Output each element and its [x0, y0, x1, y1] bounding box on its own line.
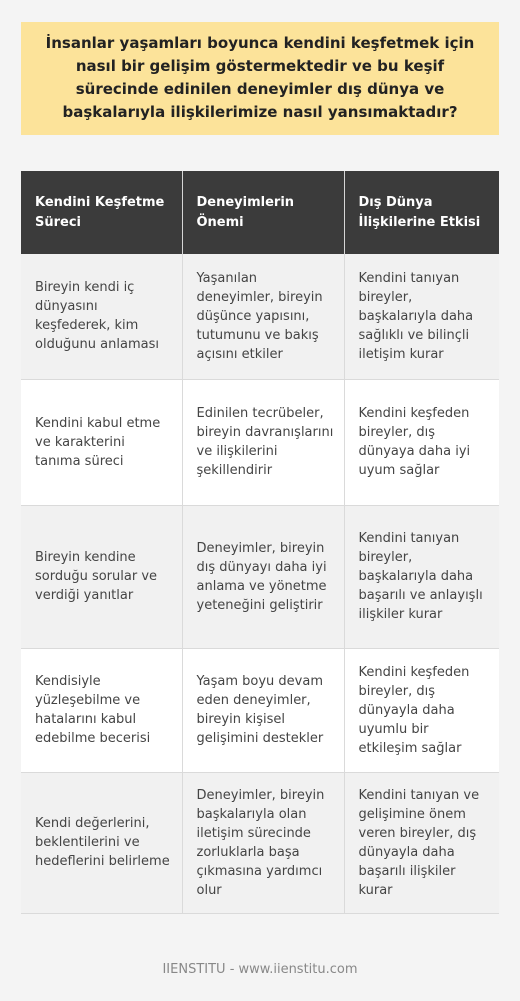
table-cell: Kendini tanıyan ve gelişimine önem veren bireyler, dış dünyayla daha başarılı ilişkiler kurar [344, 772, 499, 913]
table-cell: Yaşam boyu devam eden deneyimler, bireyin kişisel gelişimini destekler [182, 648, 344, 772]
table-row [21, 772, 499, 913]
comparison-table [21, 171, 499, 914]
table-row [21, 505, 499, 648]
footer-credit: IIENSTITU - www.iienstitu.com [162, 962, 358, 977]
page-title: İnsanlar yaşamları boyunca kendini keşfetmek için nasıl bir gelişim göstermektedir ve bu keşif sürecinde edinilen deneyimler dış dünya ve başkalarıyla ilişkilerimize nasıl yansımaktadır? [45, 34, 475, 121]
table-cell: Kendini keşfeden bireyler, dış dünyayla daha uyumlu bir etkileşim sağlar [344, 648, 499, 772]
table-cell: Kendini kabul etme ve karakterini tanıma süreci [21, 379, 182, 505]
table-cell: Yaşanılan deneyimler, bireyin düşünce yapısını, tutumunu ve bakış açısını etkiler [182, 254, 344, 379]
table-cell: Deneyimler, bireyin dış dünyayı daha iyi anlama ve yönetme yeteneğini geliştirir [182, 505, 344, 648]
table-cell: Bireyin kendi iç dünyasını keşfederek, kim olduğunu anlaması [21, 254, 182, 379]
table-cell: Kendini tanıyan bireyler, başkalarıyla daha başarılı ve anlayışlı ilişkiler kurar [344, 505, 499, 648]
table-cell: Edinilen tecrübeler, bireyin davranışlarını ve ilişkilerini şekillendirir [182, 379, 344, 505]
table-cell: Bireyin kendine sorduğu sorular ve verdiği yanıtlar [21, 505, 182, 648]
table-cell: Kendini keşfeden bireyler, dış dünyaya daha iyi uyum sağlar [344, 379, 499, 505]
table-cell: Kendini tanıyan bireyler, başkalarıyla daha sağlıklı ve bilinçli iletişim kurar [344, 254, 499, 379]
column-header-external-relations: Dış Dünya İlişkilerine Etkisi [344, 171, 499, 254]
title-banner [21, 22, 499, 135]
column-header-self-discovery: Kendini Keşfetme Süreci [21, 171, 182, 254]
table-cell: Deneyimler, bireyin başkalarıyla olan iletişim sürecinde zorluklarla başa çıkmasına yardımcı olur [182, 772, 344, 913]
table-cell: Kendisiyle yüzleşebilme ve hatalarını kabul edebilme becerisi [21, 648, 182, 772]
table-row [21, 379, 499, 505]
table-row [21, 648, 499, 772]
column-header-experiences: Deneyimlerin Önemi [182, 171, 344, 254]
table-header-row [21, 171, 499, 254]
table-row [21, 254, 499, 379]
table-cell: Kendi değerlerini, beklentilerini ve hedeflerini belirleme [21, 772, 182, 913]
